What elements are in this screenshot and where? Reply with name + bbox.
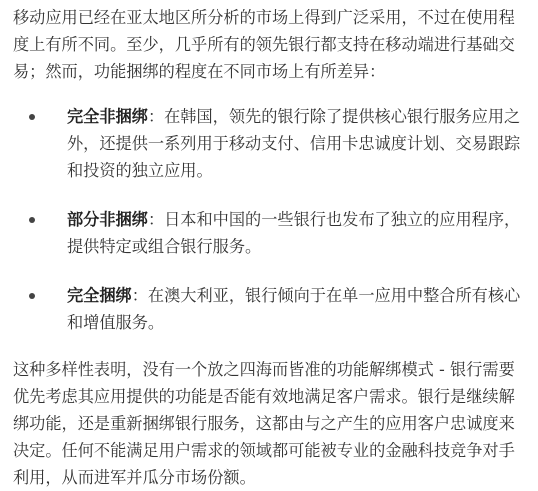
- bullet-term: 完全捆绑: [67, 286, 132, 305]
- bullet-item-full-unbundling: [13, 103, 524, 184]
- bullet-dot-icon: [29, 114, 35, 120]
- bullet-item-partial-unbundling: [13, 206, 524, 260]
- bullet-text: ：在澳大利亚，银行倾向于在单一应用中整合所有核心和增值服务。: [67, 286, 521, 332]
- bullet-item-full-bundling: [13, 282, 524, 336]
- intro-paragraph: 移动应用已经在亚太地区所分析的市场上得到广泛采用，不过在使用程度上有所不同。至少，几乎所有的领先银行都支持在移动端进行基础交易；然而，功能捆绑的程度在不同市场上有所差异：: [13, 8, 515, 81]
- bullet-dot-icon: [29, 217, 35, 223]
- bullet-term: 完全非捆绑: [67, 107, 148, 126]
- bullet-term: 部分非捆绑: [67, 210, 148, 229]
- bullet-text: ：日本和中国的一些银行也发布了独立的应用程序，提供特定或组合银行服务。: [67, 210, 521, 256]
- conclusion-paragraph: 这种多样性表明，没有一个放之四海而皆准的功能解绑模式 - 银行需要优先考虑其应用提供的功能是否能有效地满足客户需求。银行是继续解绑功能，还是重新捆绑银行服务，这都由与之产生的应用客户忠诚度来决定。任何不能满足用户需求的领域都可能被专业的金融科技竞争对手利用，从而进军并瓜分市场份额。: [13, 360, 515, 487]
- bullet-list: [13, 103, 524, 336]
- bullet-dot-icon: [29, 293, 35, 299]
- bullet-text: ：在韩国，领先的银行除了提供核心银行服务应用之外，还提供一系列用于移动支付、信用卡忠诚度计划、交易跟踪和投资的独立应用。: [67, 107, 521, 180]
